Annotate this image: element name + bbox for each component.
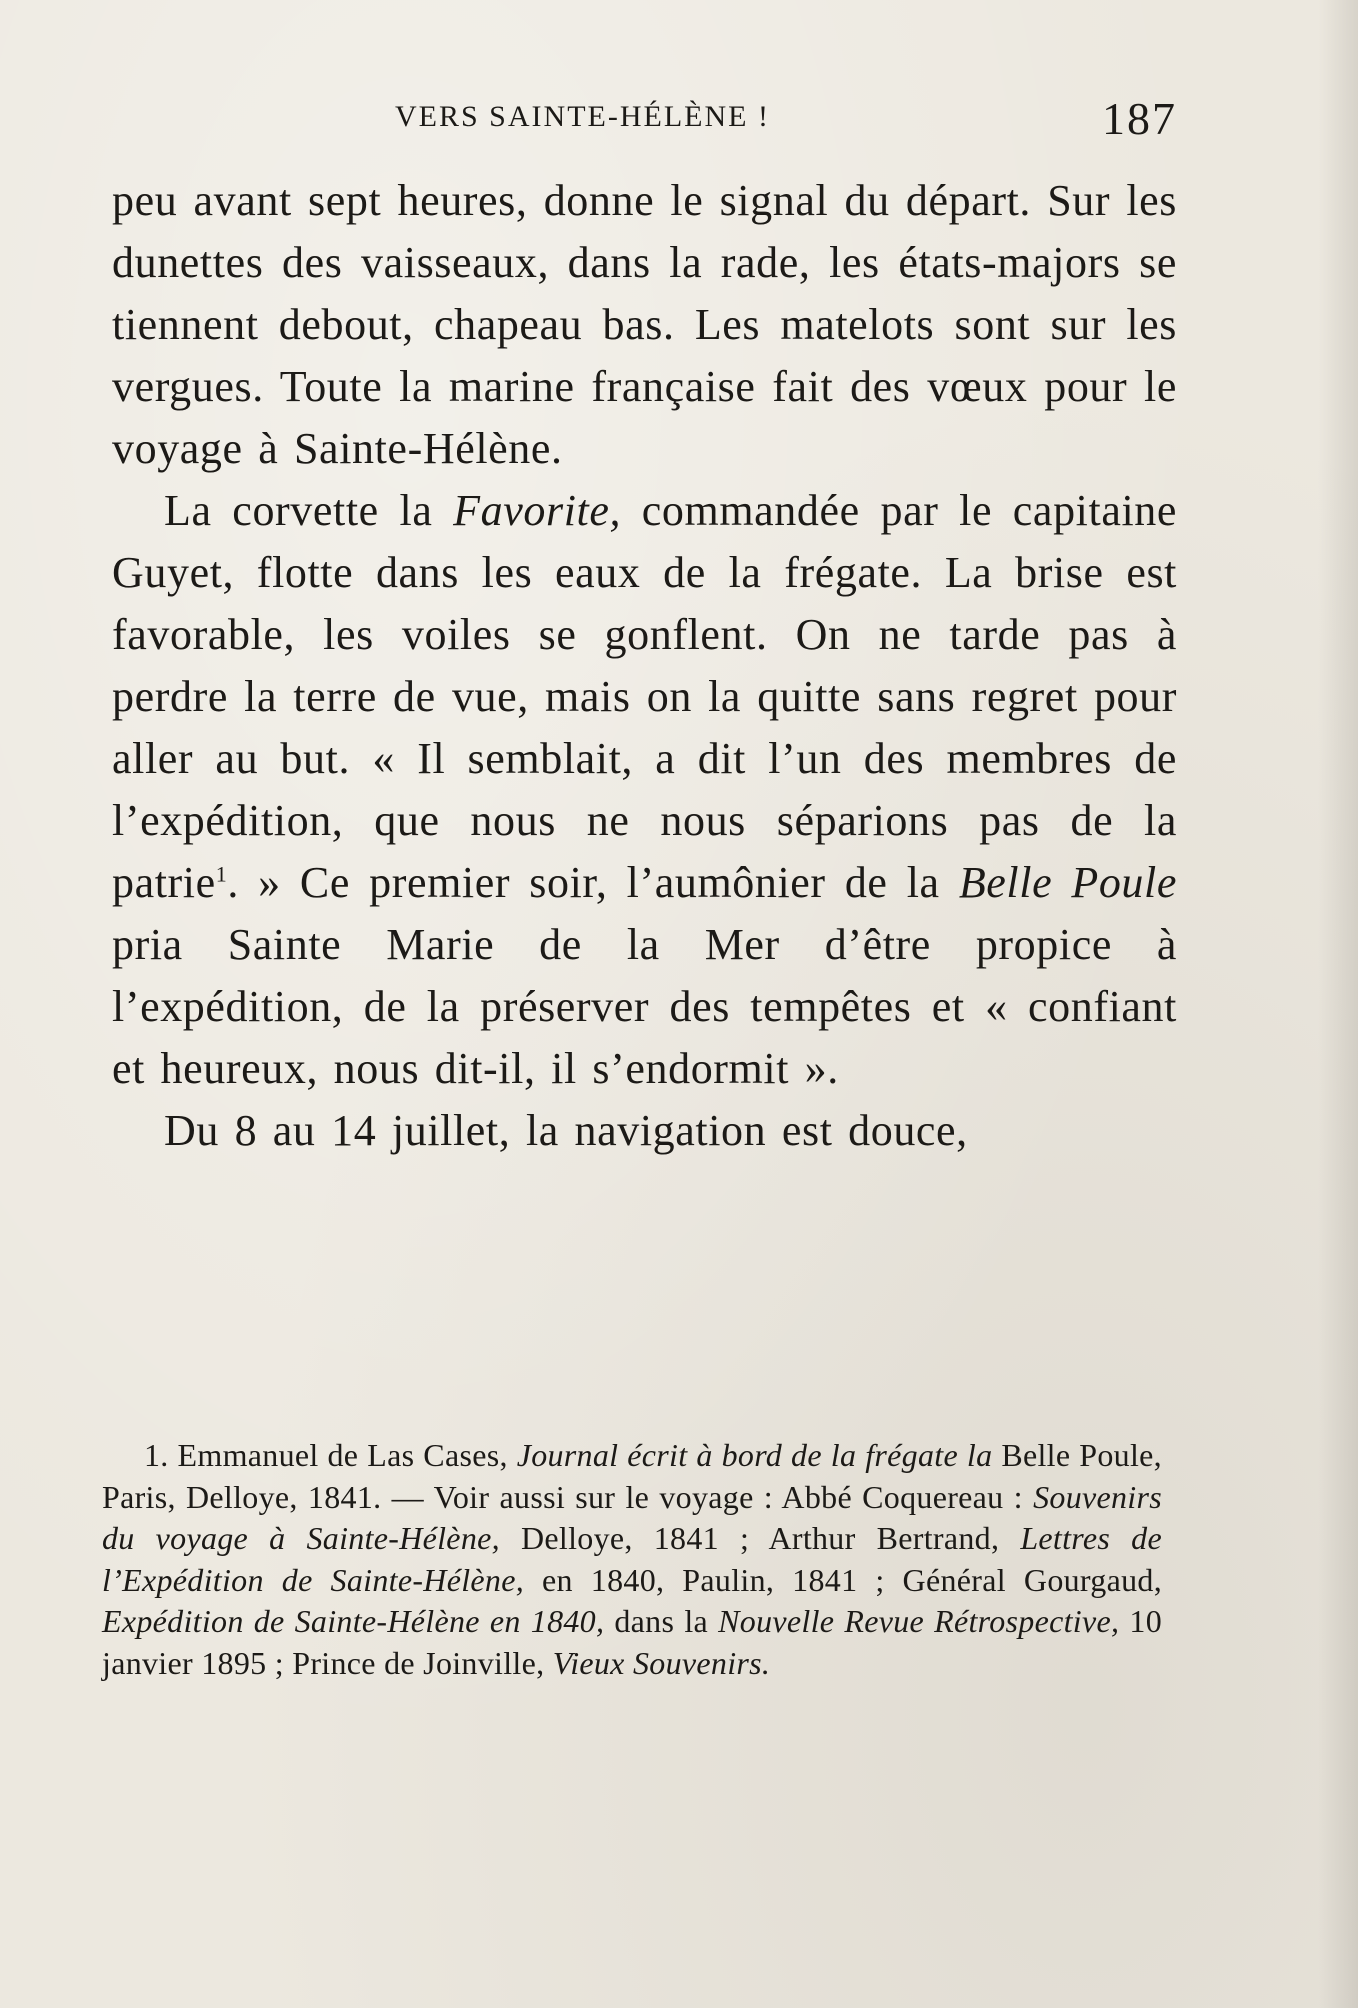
footnote-1 <box>102 1435 1162 1684</box>
fn-part-7: en 1840, Paulin, 1841 ; Général Gourgaud, <box>524 1561 1162 1598</box>
running-head <box>112 92 1177 142</box>
fn-part-2: Journal écrit à bord de la frégate la <box>516 1437 993 1473</box>
footnote-marker: 1 <box>215 861 228 887</box>
fn-part-1: 1. Emmanuel de Las Cases, <box>144 1437 517 1473</box>
fn-part-3: Belle Poule, Paris, Delloye, 1841. — Voir aussi sur le voyage : Abbé Coquereau : <box>102 1437 1162 1515</box>
running-title: VERS SAINTE-HÉLÈNE ! <box>395 100 770 133</box>
fn-part-12: Vieux Souvenirs. <box>552 1644 771 1681</box>
p2-text-f: pria Sainte Marie de la Mer d’être propice à l’expédition, de la préserver des tempêtes et « confiant et heureux, nous dit-il, il s’endormit ». <box>112 920 1177 1093</box>
page-gutter-shadow <box>1318 0 1358 2008</box>
fn-part-9: dans la <box>604 1603 719 1639</box>
paragraph-1: peu avant sept heures, donne le signal du départ. Sur les dunettes des vaisseaux, dans la rade, les états-majors se tiennent debout, chapeau bas. Les matelots sont sur les vergues. Toute la marine française fait des vœux pour le voyage à Sainte-Hélène. <box>112 176 1177 473</box>
fn-part-4: Souvenirs du voyage à Sainte-Hélène, <box>102 1478 1162 1556</box>
ship-name-favorite: Favorite, <box>453 486 622 535</box>
p2-text-c: commandée par le capitaine Guyet, flotte dans les eaux de la frégate. La brise est favorable, les voiles se gonflent. On ne tarde pas à perdre la terre de vue, mais on la quitte sans regret pour aller au but. « Il semblait, a dit l’un des membres de l’expédition, que nous ne nous séparions pas de la patrie <box>112 486 1177 907</box>
fn-part-8: Expédition de Sainte-Hélène en 1840, <box>102 1603 605 1639</box>
ship-name-belle-poule: Belle Poule <box>958 858 1177 907</box>
body-text <box>112 170 1177 1162</box>
paragraph-2 <box>112 480 1177 1100</box>
page-number: 187 <box>1102 93 1177 144</box>
fn-part-11: 10 janvier 1895 ; Prince de Joinville, <box>102 1603 1162 1681</box>
p2-text-d: . » Ce premier soir, l’aumônier de la <box>227 858 959 907</box>
p2-text-a: La corvette la <box>164 486 454 535</box>
fn-part-6: Lettres de l’Expédition de Sainte-Hélène, <box>102 1520 1162 1598</box>
fn-part-10: Nouvelle Revue Rétrospective, <box>718 1603 1120 1639</box>
fn-part-5: Delloye, 1841 ; Arthur Bertrand, <box>499 1520 1021 1556</box>
footnotes <box>102 1435 1162 1684</box>
paragraph-3: Du 8 au 14 juillet, la navigation est douce, <box>164 1106 968 1155</box>
